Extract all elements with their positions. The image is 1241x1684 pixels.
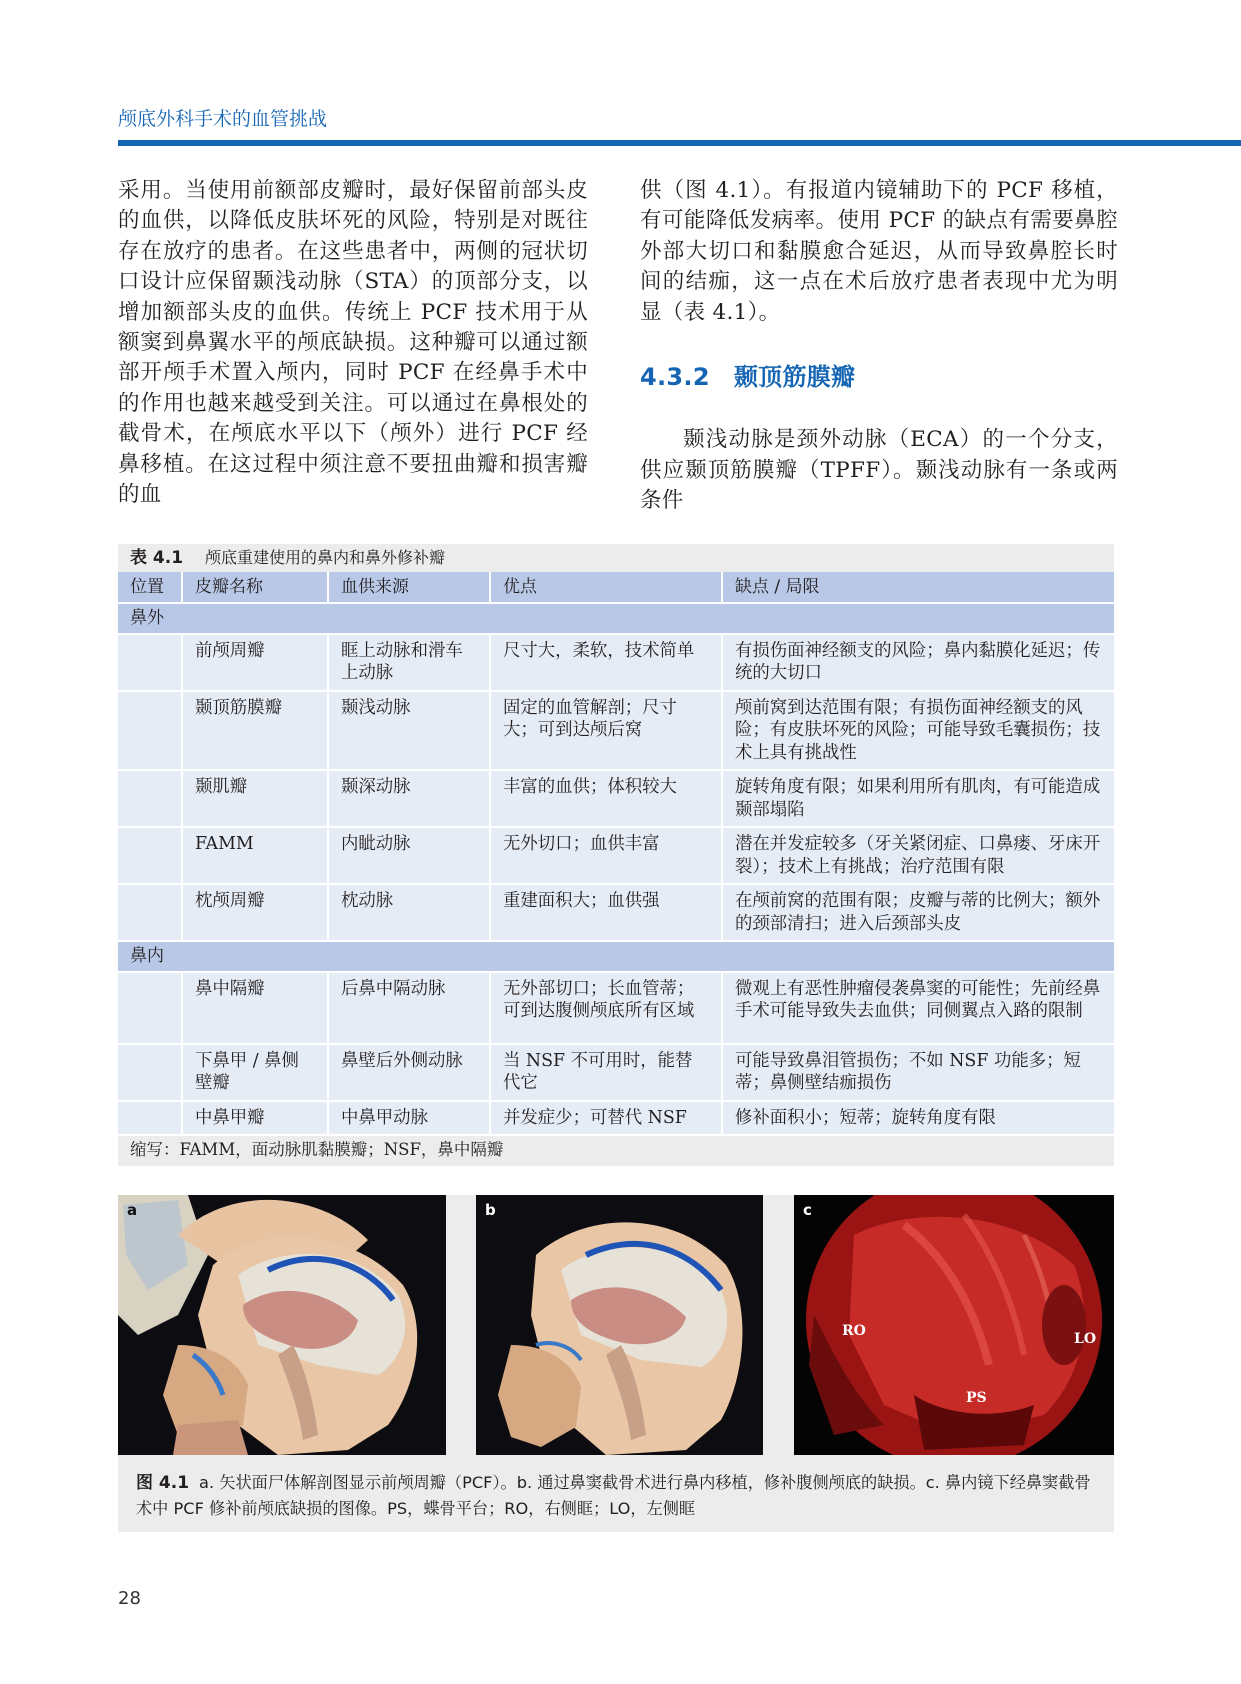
flap-name-cell: FAMM (182, 827, 328, 884)
header-disadvantages: 缺点 / 局限 (722, 572, 1114, 603)
cons-cell: 颅前窝到达范围有限；有损伤面神经额支的风险；有皮肤坏死的风险；可能导致毛囊损伤；技术上具有挑战性 (722, 691, 1114, 771)
position-cell (118, 972, 182, 1044)
cons-cell: 修补面积小；短蒂；旋转角度有限 (722, 1101, 1114, 1136)
pros-cell: 无外切口；血供丰富 (490, 827, 722, 884)
table-caption (118, 544, 1114, 572)
figure-panel-c (794, 1195, 1114, 1455)
figure-caption (136, 1470, 1096, 1521)
table-row (118, 972, 1114, 1044)
table-row (118, 884, 1114, 941)
right-column (640, 176, 1118, 517)
panel-label-b: b (485, 1201, 496, 1219)
group-row-intranasal (118, 941, 1114, 972)
page-number: 28 (118, 1588, 141, 1609)
right-paragraph-1: 供（图 4.1）。有报道内镜辅助下的 PCF 移植，有可能降低发病率。使用 PCF 的缺点有需要鼻腔外部大切口和黏膜愈合延迟，从而导致鼻腔长时间的结痂，这一点在术后放疗患者表现中尤为明显（表 4.1）。 (640, 178, 1118, 325)
pros-cell: 丰富的血供；体积较大 (490, 770, 722, 827)
header-position: 位置 (118, 572, 182, 603)
cons-cell: 在颅前窝的范围有限；皮瓣与蒂的比例大；额外的颈部清扫；进入后颈部头皮 (722, 884, 1114, 941)
table-label: 表 4.1 (130, 548, 184, 568)
position-cell (118, 634, 182, 691)
position-cell (118, 1044, 182, 1101)
right-paragraph-2: 颞浅动脉是颈外动脉（ECA）的一个分支，供应颞顶筋膜瓣（TPFF）。颞浅动脉有一条或两条件 (640, 427, 1118, 514)
supply-cell: 颞深动脉 (328, 770, 490, 827)
position-cell (118, 691, 182, 771)
flap-name-cell: 颞肌瓣 (182, 770, 328, 827)
left-column (118, 176, 588, 510)
group-row-extranasal (118, 603, 1114, 634)
table-footnote: 缩写：FAMM，面动脉肌黏膜瓣；NSF，鼻中隔瓣 (118, 1136, 1114, 1166)
left-paragraph: 采用。当使用前额部皮瓣时，最好保留前部头皮的血供，以降低皮肤坏死的风险，特别是对既往存在放疗的患者。在这些患者中，两侧的冠状切口设计应保留颞浅动脉（STA）的顶部分支，以增加额部头皮的血供。传统上 PCF 技术用于从额窦到鼻翼水平的颅底缺损。这种瓣可以通过额部开颅手术置入颅内，同时 PCF 在经鼻手术中的作用也越来越受到关注。可以通过在鼻根处的截骨术，在颅底水平以下（颅外）进行 PCF 经鼻移植。在这过程中须注意不要扭曲瓣和损害瓣的血 (118, 178, 588, 508)
label-right-orbit: RO (842, 1323, 866, 1339)
flap-name-cell: 枕颅周瓣 (182, 884, 328, 941)
header-rule (118, 140, 1241, 146)
flap-name-cell: 中鼻甲瓣 (182, 1101, 328, 1136)
section-number: 4.3.2 (640, 363, 710, 392)
pros-cell: 并发症少；可替代 NSF (490, 1101, 722, 1136)
table (118, 572, 1114, 1136)
figure-panel-a (118, 1195, 446, 1455)
pros-cell: 固定的血管解剖；尺寸大；可到达颅后窝 (490, 691, 722, 771)
sagittal-dissection-image-b (476, 1195, 763, 1455)
cons-cell: 有损伤面神经额支的风险；鼻内黏膜化延迟；传统的大切口 (722, 634, 1114, 691)
pros-cell: 当 NSF 不可用时，能替代它 (490, 1044, 722, 1101)
position-cell (118, 1101, 182, 1136)
supply-cell: 鼻壁后外侧动脉 (328, 1044, 490, 1101)
table-row (118, 691, 1114, 771)
supply-cell: 后鼻中隔动脉 (328, 972, 490, 1044)
table-header-row (118, 572, 1114, 603)
table-row (118, 1044, 1114, 1101)
table-caption-text: 颅底重建使用的鼻内和鼻外修补瓣 (205, 548, 446, 567)
figure-caption-text: a. 矢状面尸体解剖图显示前颅周瓣（PCF）。b. 通过鼻窦截骨术进行鼻内移植，修补腹侧颅底的缺损。c. 鼻内镜下经鼻窦截骨术中 PCF 修补前颅底缺损的图像。PS，蝶骨平台；RO，右侧眶；LO，左侧眶 (136, 1473, 1091, 1518)
position-cell (118, 770, 182, 827)
cons-cell: 微观上有恶性肿瘤侵袭鼻窦的可能性；先前经鼻手术可能导致失去血供；同侧翼点入路的限制 (722, 972, 1114, 1044)
group-label: 鼻内 (118, 941, 1114, 972)
section-title: 颞顶筋膜瓣 (733, 363, 856, 392)
header-blood-supply: 血供来源 (328, 572, 490, 603)
flap-name-cell: 颞顶筋膜瓣 (182, 691, 328, 771)
panel-label-a: a (127, 1201, 138, 1219)
section-heading (640, 362, 1118, 392)
running-title: 颅底外科手术的血管挑战 (118, 108, 328, 130)
panel-label-c: c (803, 1201, 812, 1219)
figure-panel-b (476, 1195, 763, 1455)
position-cell (118, 827, 182, 884)
figure-label: 图 4.1 (136, 1473, 190, 1493)
figure-4-1 (118, 1195, 1114, 1532)
label-planum-sphenoidale: PS (966, 1390, 987, 1406)
flap-name-cell: 下鼻甲 / 鼻侧壁瓣 (182, 1044, 328, 1101)
group-label: 鼻外 (118, 603, 1114, 634)
cons-cell: 可能导致鼻泪管损伤；不如 NSF 功能多；短蒂；鼻侧壁结痂损伤 (722, 1044, 1114, 1101)
table-row (118, 827, 1114, 884)
table-row (118, 770, 1114, 827)
supply-cell: 颞浅动脉 (328, 691, 490, 771)
table-row (118, 634, 1114, 691)
sagittal-dissection-image-a (118, 1195, 446, 1455)
cons-cell: 旋转角度有限；如果利用所有肌肉，有可能造成颞部塌陷 (722, 770, 1114, 827)
pros-cell: 尺寸大，柔软，技术简单 (490, 634, 722, 691)
label-left-orbit: LO (1074, 1331, 1097, 1347)
flap-table (118, 544, 1114, 1166)
cons-cell: 潜在并发症较多（牙关紧闭症、口鼻瘘、牙床开裂）；技术上有挑战；治疗范围有限 (722, 827, 1114, 884)
header-advantages: 优点 (490, 572, 722, 603)
position-cell (118, 884, 182, 941)
supply-cell: 枕动脉 (328, 884, 490, 941)
pros-cell: 无外部切口；长血管蒂；可到达腹侧颅底所有区域 (490, 972, 722, 1044)
pros-cell: 重建面积大；血供强 (490, 884, 722, 941)
table-row (118, 1101, 1114, 1136)
flap-name-cell: 鼻中隔瓣 (182, 972, 328, 1044)
flap-name-cell: 前颅周瓣 (182, 634, 328, 691)
supply-cell: 中鼻甲动脉 (328, 1101, 490, 1136)
supply-cell: 内眦动脉 (328, 827, 490, 884)
supply-cell: 眶上动脉和滑车上动脉 (328, 634, 490, 691)
header-flap-name: 皮瓣名称 (182, 572, 328, 603)
